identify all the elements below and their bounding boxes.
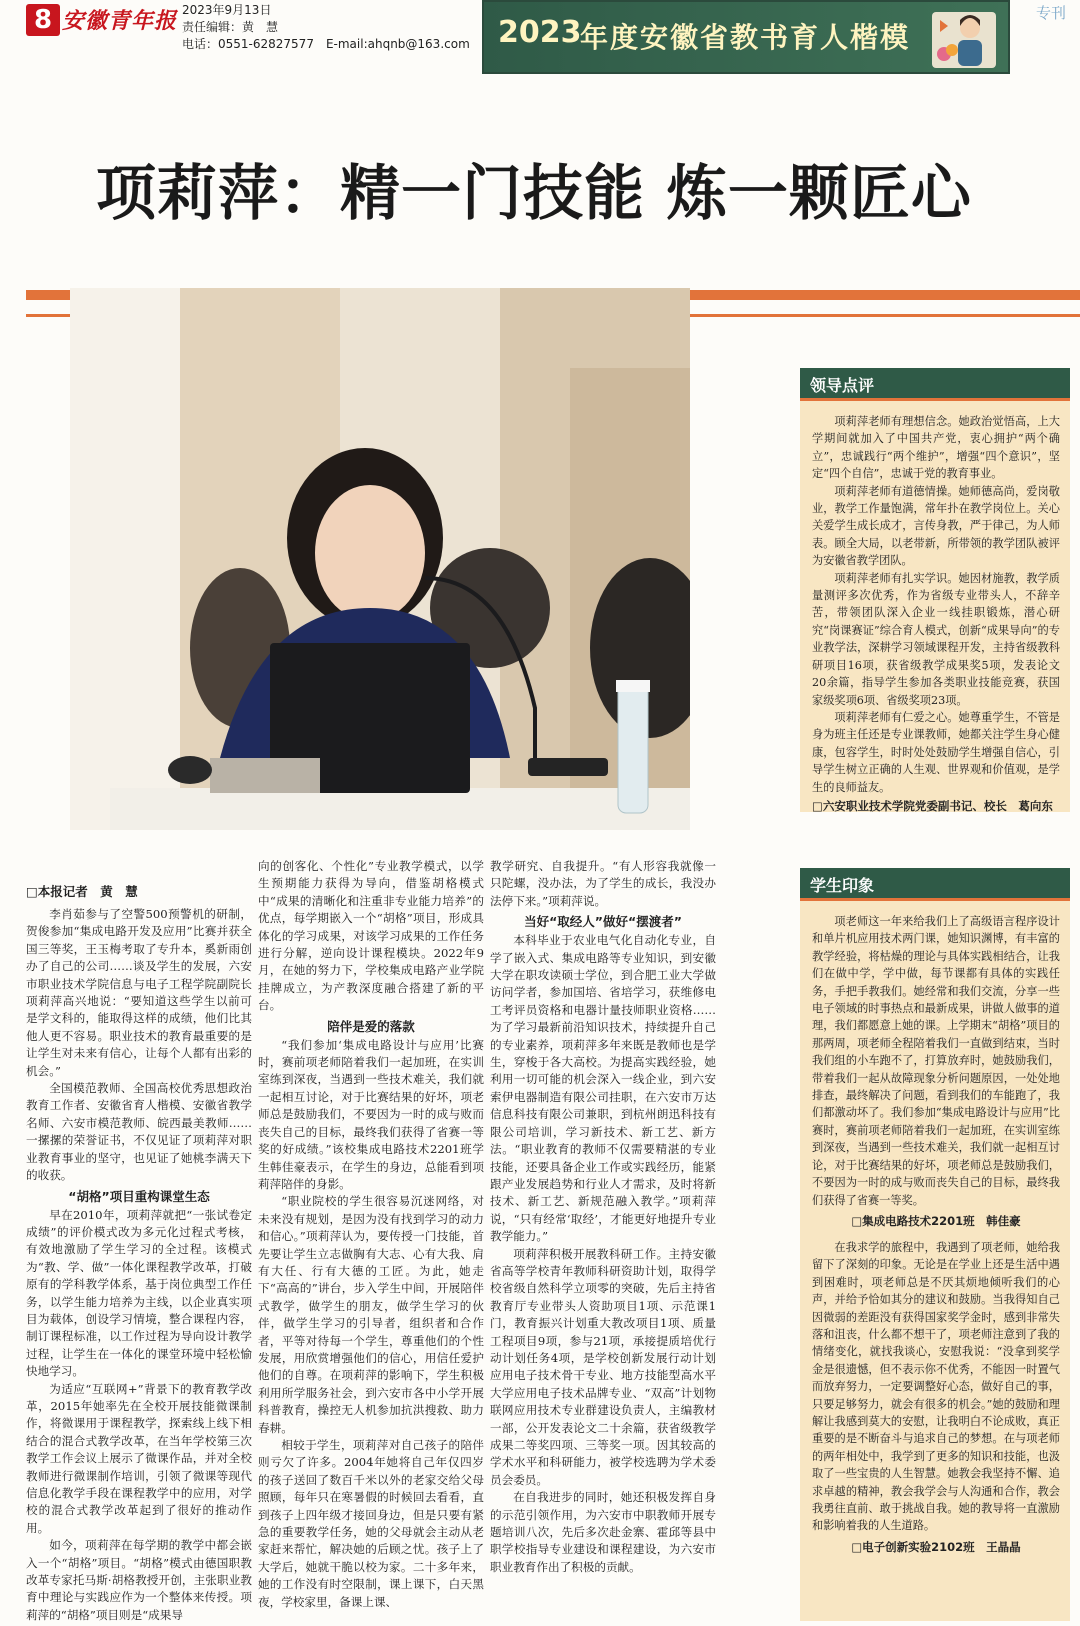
leader-comment-p2: 项莉萍老师有道德情操。她师德高尚，爱岗敬业，教学工作量饱满，常年扑在教学岗位上。关心关爱学生成长成才，言传身教，严于律己，为人师表。顾全大局，以老带新，所带领的教学团队被评为安徽省教学团队。 <box>812 484 1060 568</box>
subheading-3: 当好“取经人”做好“摆渡者” <box>524 914 682 930</box>
newspaper-logo: 安徽青年报 <box>62 8 178 34</box>
student-signature-2: □电子创新实验2102班 王晶晶 <box>851 1539 1021 1554</box>
student-impression-p1: 项老师这一年来给我们上了高级语言程序设计和单片机应用技术两门课，她知识渊博，有丰富的教学经验，将枯燥的理论与具体实践相结合，让我们在做中学，学中做，每节课都有具体的实践任务，手把手教我们。她经常和我们交流，分享一些电子领域的时事热点和最新成果，讲做人做事的道理，我们都愿意上她的课。上学期末“胡格”项目的那两周，项老师全程陪着我们一直做到结束，当时我们组的小车跑不了，打算放弃时，她鼓励我们，带着我们一起从故障现象分析问题原因，一处处地排查，最终解决了问题，看到我们的车能跑了，我们都激动坏了。我们参加“集成电路设计与应用”比赛时，赛前项老师陪着我们一起加班，在实训室练到深夜，当遇到一些技术难关，我们就一起相互讨论，对于比赛结果的好坏，项老师总是鼓励我们，不要因为一时的成与败而丧失自己的目标，最终我们获得了省赛一等奖。 <box>812 915 1060 1207</box>
page-header <box>0 0 1080 80</box>
byline: □本报记者 黄 慧 <box>26 884 138 899</box>
subheading-2: 陪伴是爱的落款 <box>327 1018 415 1034</box>
subheading-1: “胡格”项目重构课堂生态 <box>68 1188 210 1204</box>
article-paragraph: 李肖茹参与了空警500预警机的研制，贺俊参加“集成电路开发及应用”比赛并获全国三等奖，王玉梅考取了专升本，奚新雨创办了自己的公司……谈及学生的发展，六安市职业技术学院信息与电子工程学院副院长项莉萍高兴地说：“要知道这些学生以前可是学文科的，能取得这样的成绩，他们比其他人更不容易。职业技术的教育最重要的是让学生对未来有信心，让每个人都有出彩的机会。” <box>26 907 252 1078</box>
article-paragraph: 早在2010年，项莉萍就把“一张试卷定成绩”的评价模式改为多元化过程式考核，有效地激励了学生学习的全过程。该模式为“教、学、做”一体化课程教学改革，打破原有的学科教学体系，基于岗位典型工作任务，以学生能力培养为主线，以企业真实项目为载体，创设学习情境，整合课程内容，制订课程标准，以工作过程为导向设计教学过程，让学生在一体化的课堂环境中轻松愉快地学习。 <box>26 1207 252 1379</box>
section-label: 专刊 <box>1036 4 1067 22</box>
page-number: 8 <box>26 4 60 36</box>
banner-year: 2023 <box>498 15 582 50</box>
article-paragraph: 在自我进步的同时，她还积极发挥自身的示范引领作用，为六安市中职教师开展专题培训八次，先后多次赴金寨、霍邱等县中职学校指导专业建设和课程建设，为六安市职业教育作出了积极的贡献。 <box>490 1490 716 1574</box>
student-signature-1: □集成电路技术2201班 韩佳豪 <box>851 1213 1021 1228</box>
article-column-1 <box>26 882 252 1624</box>
article-column-3 <box>490 858 716 1576</box>
editor-line: 责任编辑：黄 慧 <box>182 20 279 34</box>
banner-text: 年度安徽省教书育人楷模 <box>580 21 911 54</box>
article-paragraph: 为适应“互联网+”背景下的教育教学改革，2015年她率先在全校开展技能微课制作，将微课用于课程教学，探索线上线下相结合的混合式教学改革，在当年学校第三次教学工作会议上展示了微课作品，并对全校教师进行微课制作培训，引领了微课等现代信息化教学手段在课程教学中的应用，对学校的混合式教学改革起到了很好的推动作用。 <box>26 1381 252 1535</box>
teacher-photo <box>70 288 690 830</box>
leader-comment-p4: 项莉萍老师有仁爱之心。她尊重学生，不管是身为班主任还是专业课教师，她都关注学生身心健康，包容学生，时时处处鼓励学生增强自信心，引导学生树立正确的人生观、世界观和价值观，是学生的良师益友。 <box>812 710 1060 794</box>
teacher-illustration-icon <box>930 6 998 70</box>
article-paragraph: 全国模范教师、全国高校优秀思想政治教育工作者、安徽省育人楷模、安徽省教学名师、六安市模范教师、皖西最美教师……一摞摞的荣誉证书，不仅见证了项莉萍对职业教育事业的坚守，也见证了她桃李满天下的收获。 <box>26 1081 252 1183</box>
sidebar-heading-leader: 领导点评 <box>800 368 1070 398</box>
article-paragraph: “职业院校的学生很容易沉迷网络，对未来没有规划，是因为没有找到学习的动力和信心。”项莉萍认为，要传授一门技能，首先要让学生立志做胸有大志、心有大我、肩有大任、行有大德的工匠。为此，她走下“高高的”讲台，步入学生中间，开展陪伴式教学，做学生的朋友，做学生学习的伙伴，做学生学习的引导者，组织者和合作者，平等对待每一个学生，尊重他们的个性发展，用欣赏增强他们的信心，用信任爱护他们的自尊。在项莉萍的影响下，学生积极利用所学服务社会，到六安市各中小学开展科普教育，操控无人机参加抗洪搜救、助力春耕。 <box>258 1194 484 1435</box>
header-info <box>182 2 470 53</box>
sidebar-heading-students: 学生印象 <box>800 868 1070 898</box>
article-paragraph: 如今，项莉萍在每学期的教学中都会嵌入一个“胡格”项目。“胡格”模式由德国职教改革专家托马斯·胡格教授开创，主张职业教育中理论与实践应作为一个整体来传授。项莉萍的“胡格”项目则是“成果导 <box>26 1538 252 1622</box>
article-paragraph: 项莉萍积极开展教科研工作。主持安徽省高等学校青年教师科研资助计划，取得学校省级自然科学立项零的突破，先后主持省教育厅专业带头人资助项目1项、示范课1门，教育振兴计划重大教改项目1项、质量工程项目9项，参与21项，承接提质培优行动计划任务4项，是学校创新发展行动计划应用电子技术骨干专业、地方技能型高水平大学应用电子技术品牌专业、“双高”计划物联网应用技术专业群建设负责人，主编教材一部，公开发表论文二十余篇，获省级教学成果二等奖四项、三等奖一项。因其较高的学术水平和科研能力，被学校选聘为学术委员会委员。 <box>490 1246 716 1487</box>
sidebar-leader-comment <box>800 401 1070 812</box>
article-paragraph: 教学研究、自我提升。“有人形容我就像一只陀螺，没办法，为了学生的成长，我没办法停下来。”项莉萍说。 <box>490 859 716 908</box>
article-paragraph: 向的创客化、个性化”专业教学模式，以学生预期能力获得为导向，借鉴胡格模式中“成果的清晰化和注重非专业能力培养”的优点，每学期嵌入一个“胡格”项目，形成具体化的学习成果，对该学习成果的工作任务进行分解，逆向设计课程模块。2022年9月，在她的努力下，学校集成电路产业学院挂牌成立，为产教深度融合搭建了新的平台。 <box>258 859 484 1013</box>
article-paragraph: 本科毕业于农业电气化自动化专业，自学了嵌入式、集成电路等专业知识，到安徽大学在职攻读硕士学位，到合肥工业大学做访问学者，参加国培、省培学习，获维修电工考评员资格和电器计量技师职业资格……为了学习最新前沿知识技术，持续提升自己的专业素养，项莉萍多年来既是教师也是学生，穿梭于各大高校。为提高实践经验，她利用一切可能的机会深入一线企业，到六安索伊电器制造有限公司挂职，在六安市万达信息科技有限公司兼职，到杭州朗迅科技有限公司培训，学习新技术、新工艺、新方法。“职业教育的教师不仅需要精湛的专业技能，还要具备企业工作或实践经历，能紧跟产业发展趋势和行业人才需求，及时将新技术、新工艺、新规范融入教学。”项莉萍说，“只有经常‘取经’，才能更好地提升专业教学能力。” <box>490 933 716 1244</box>
article-paragraph: 相较于学生，项莉萍对自己孩子的陪伴则亏欠了许多。2004年她将自己年仅四岁的孩子送回了数百千米以外的老家交给父母照顾，每年只在寒暑假的时候回去看看，直到孩子上四年级才接回身边，但是只要有紧急的重要教学任务，她的父母就会主动从老家赶来帮忙，解决她的后顾之忧。孩子上了大学后，她就干脆以校为家。二十多年来，她的工作没有时空限制，课上课下，白天黑夜，学校家里，备课上课、 <box>258 1438 484 1609</box>
leader-signature: □六安职业技术学院党委副书记、校长 葛向东 <box>812 798 1053 813</box>
leader-comment-p3: 项莉萍老师有扎实学识。她因材施教，教学质量测评多次优秀，作为省级专业带头人，不辞辛苦，带领团队深入企业一线挂职锻炼，潜心研究“岗课赛证”综合育人模式，创新“成果导向”的专业教学法，深耕学习领域课程开发，主持省级教科研项目16项，获省级教学成果奖5项，发表论文20余篇，指导学生参加各类职业技能竞赛，获国家级奖项6项、省级奖项23项。 <box>812 571 1060 707</box>
issue-date: 2023年9月13日 <box>182 3 272 17</box>
article-paragraph: “我们参加‘集成电路设计与应用’比赛时，赛前项老师陪着我们一起加班，在实训室练到深夜，当遇到一些技术难关，我们就一起相互讨论，对于比赛结果的好坏，项老师总是鼓励我们，不要因为一时的成与败而丧失自己的目标，最终我们获得了省赛一等奖的好成绩。”该校集成电路技术2201班学生韩佳豪表示，在学生的身边，总能看到项莉萍陪伴的身影。 <box>258 1037 484 1191</box>
feature-banner <box>482 0 1010 74</box>
sidebar-student-impressions <box>800 901 1070 1621</box>
student-impression-p2: 在我求学的旅程中，我遇到了项老师，她给我留下了深刻的印象。无论是在学业上还是生活中遇到困难时，项老师总是不厌其烦地倾听我们的心声，并给予恰如其分的建议和鼓励。当我得知自己因微弱的差距没有获得国家奖学金时，感到非常失落和沮丧，什么都不想干了，项老师注意到了我的情绪变化，就找我谈心，安慰我说：“没拿到奖学金是很遗憾，但不表示你不优秀，不能因一时置气而放弃努力，一定要调整好心态，做好自己的事，只要足够努力，就会有很多的机会。”她的鼓励和理解让我感到莫大的安慰，让我明白不论成败，真正重要的是不断奋斗与追求自己的梦想。在与项老师的两年相处中，我学到了更多的知识和技能，也汲取了一些宝贵的人生智慧。她教会我坚持不懈、追求卓越的精神，教会我学会与人沟通和合作，教会我勇往直前、敢于挑战自我。她的教导将一直激励和影响着我的人生道路。 <box>812 1240 1060 1533</box>
leader-comment-p1: 项莉萍老师有理想信念。她政治觉悟高，上大学期间就加入了中国共产党，衷心拥护“两个确立”，忠诚践行“两个维护”，增强“四个意识”，坚定“四个自信”，忠诚于党的教育事业。 <box>812 415 1060 481</box>
contact-line: 电话：0551-62827577 E-mail:ahqnb@163.com <box>182 37 470 51</box>
article-column-2 <box>258 858 484 1611</box>
headline: 项莉萍：精一门技能 炼一颗匠心 <box>96 159 972 229</box>
